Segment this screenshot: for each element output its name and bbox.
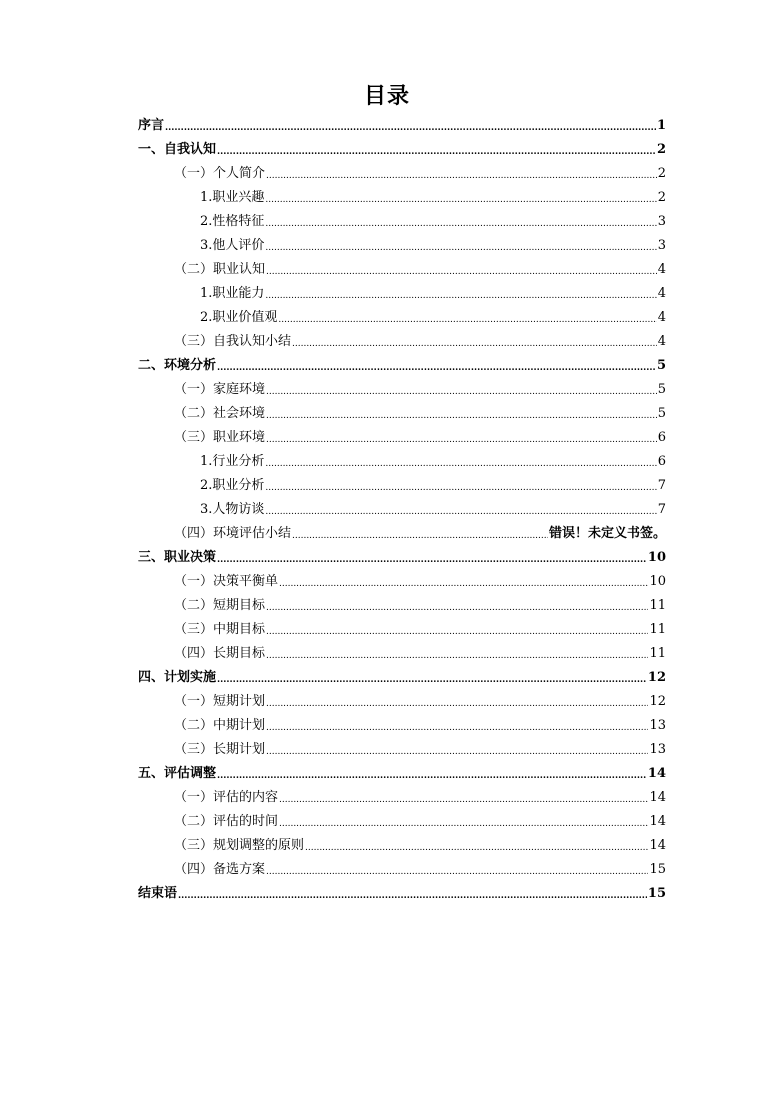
toc-entry[interactable] xyxy=(138,378,666,402)
toc-entry-label: （三）规划调整的原则 xyxy=(174,838,305,853)
toc-page-number: 13 xyxy=(649,718,666,733)
toc-page-number: 5 xyxy=(656,358,666,373)
toc-page-number: 6 xyxy=(657,454,666,469)
toc-entry[interactable] xyxy=(138,234,666,258)
toc-entry[interactable] xyxy=(138,882,666,906)
toc-entry[interactable] xyxy=(138,546,666,570)
dot-leader xyxy=(305,834,648,858)
toc-entry[interactable] xyxy=(138,786,666,810)
toc-entry-label: 序言 xyxy=(138,118,165,133)
toc-page-number: 12 xyxy=(647,670,666,685)
dot-leader xyxy=(178,882,647,906)
dot-leader xyxy=(217,354,656,378)
toc-entry-label: （四）环境评估小结 xyxy=(174,526,292,541)
toc-entry[interactable] xyxy=(138,858,666,882)
toc-page-number: 5 xyxy=(657,406,666,421)
toc-error-message: 错误！未定义书签。 xyxy=(548,526,666,541)
toc-page-number: 7 xyxy=(657,478,666,493)
toc-entry[interactable] xyxy=(138,258,666,282)
dot-leader xyxy=(165,114,656,138)
dot-leader xyxy=(266,402,657,426)
toc-page-number: 3 xyxy=(657,214,666,229)
dot-leader xyxy=(265,282,656,306)
dot-leader xyxy=(292,522,548,546)
toc-entry-label: （三）长期计划 xyxy=(174,742,266,757)
toc-entry-label: （二）职业认知 xyxy=(174,262,266,277)
dot-leader xyxy=(266,426,657,450)
toc-entry[interactable] xyxy=(138,714,666,738)
toc-entry-label: （二）社会环境 xyxy=(174,406,266,421)
toc-entry[interactable] xyxy=(138,570,666,594)
toc-page-number: 14 xyxy=(647,766,666,781)
toc-page-number: 12 xyxy=(649,694,666,709)
toc-entry-label: （四）备选方案 xyxy=(174,862,266,877)
dot-leader xyxy=(217,762,647,786)
toc-page-number: 11 xyxy=(649,646,666,661)
toc-entry-label: 2.性格特征 xyxy=(200,214,265,229)
toc-entry-label: （一）短期计划 xyxy=(174,694,266,709)
toc-page-number: 6 xyxy=(657,430,666,445)
dot-leader xyxy=(265,498,656,522)
toc-page-number: 3 xyxy=(657,238,666,253)
toc-entry-label: 1.职业能力 xyxy=(200,286,265,301)
toc-entry-label: 3.人物访谈 xyxy=(200,502,265,517)
toc-entry-label: 2.职业分析 xyxy=(200,478,265,493)
toc-entry-label: （三）中期目标 xyxy=(174,622,266,637)
toc-page-number: 4 xyxy=(657,262,666,277)
toc-entry[interactable] xyxy=(138,210,666,234)
toc-entry-label: 结束语 xyxy=(138,886,178,901)
toc-page-number: 4 xyxy=(657,310,666,325)
toc-entry-label: （三）自我认知小结 xyxy=(174,334,292,349)
table-of-contents xyxy=(138,114,666,906)
toc-entry[interactable] xyxy=(138,426,666,450)
toc-entry-label: 1.行业分析 xyxy=(200,454,265,469)
dot-leader xyxy=(266,618,648,642)
toc-entry[interactable] xyxy=(138,450,666,474)
dot-leader xyxy=(265,210,656,234)
toc-entry[interactable] xyxy=(138,138,666,162)
toc-entry[interactable] xyxy=(138,114,666,138)
toc-entry-label: （二）短期目标 xyxy=(174,598,266,613)
toc-entry-label: （二）评估的时间 xyxy=(174,814,279,829)
toc-page-number: 15 xyxy=(649,862,666,877)
toc-entry[interactable] xyxy=(138,810,666,834)
toc-entry-label: 1.职业兴趣 xyxy=(200,190,265,205)
toc-page-number: 7 xyxy=(657,502,666,517)
toc-page-number: 11 xyxy=(649,598,666,613)
toc-entry[interactable] xyxy=(138,762,666,786)
dot-leader xyxy=(266,594,648,618)
dot-leader xyxy=(279,786,648,810)
toc-page-number: 2 xyxy=(657,190,666,205)
toc-entry-label: （一）家庭环境 xyxy=(174,382,266,397)
toc-entry[interactable] xyxy=(138,690,666,714)
toc-entry-label: 四、计划实施 xyxy=(138,670,217,685)
dot-leader xyxy=(266,642,648,666)
toc-entry[interactable] xyxy=(138,186,666,210)
dot-leader xyxy=(266,258,657,282)
toc-page-number: 4 xyxy=(657,334,666,349)
toc-entry-label: （四）长期目标 xyxy=(174,646,266,661)
toc-entry-label: 3.他人评价 xyxy=(200,238,265,253)
toc-page-number: 10 xyxy=(649,574,666,589)
toc-entry[interactable] xyxy=(138,594,666,618)
toc-page-number: 2 xyxy=(657,166,666,181)
toc-entry-label: 五、评估调整 xyxy=(138,766,217,781)
dot-leader xyxy=(292,330,657,354)
toc-entry-label: 一、自我认知 xyxy=(138,142,217,157)
toc-entry-label: 三、职业决策 xyxy=(138,550,217,565)
dot-leader xyxy=(266,378,657,402)
toc-entry[interactable] xyxy=(138,306,666,330)
toc-entry-label: 2.职业价值观 xyxy=(200,310,278,325)
toc-entry-label: 二、环境分析 xyxy=(138,358,217,373)
dot-leader xyxy=(279,810,648,834)
dot-leader xyxy=(265,186,656,210)
toc-entry[interactable] xyxy=(138,162,666,186)
dot-leader xyxy=(265,234,656,258)
toc-page-number: 14 xyxy=(649,838,666,853)
toc-page-number: 15 xyxy=(647,886,666,901)
toc-page-number: 5 xyxy=(657,382,666,397)
dot-leader xyxy=(217,666,647,690)
dot-leader xyxy=(217,546,647,570)
dot-leader xyxy=(217,138,656,162)
toc-page-number: 10 xyxy=(647,550,666,565)
dot-leader xyxy=(278,306,656,330)
toc-entry[interactable] xyxy=(138,474,666,498)
toc-entry[interactable] xyxy=(138,618,666,642)
toc-page-number: 14 xyxy=(649,814,666,829)
dot-leader xyxy=(266,162,657,186)
toc-page-number: 1 xyxy=(656,118,666,133)
toc-entry[interactable] xyxy=(138,666,666,690)
toc-entry-label: （二）中期计划 xyxy=(174,718,266,733)
toc-entry-label: （三）职业环境 xyxy=(174,430,266,445)
dot-leader xyxy=(265,474,656,498)
toc-entry[interactable] xyxy=(138,282,666,306)
dot-leader xyxy=(266,738,648,762)
toc-entry-label: （一）评估的内容 xyxy=(174,790,279,805)
toc-page-number: 4 xyxy=(657,286,666,301)
page-title: 目录 xyxy=(363,83,410,109)
toc-page-number: 2 xyxy=(656,142,666,157)
toc-entry[interactable] xyxy=(138,738,666,762)
toc-entry[interactable] xyxy=(138,330,666,354)
dot-leader xyxy=(279,570,648,594)
toc-entry[interactable] xyxy=(138,834,666,858)
dot-leader xyxy=(266,690,648,714)
toc-page-number: 11 xyxy=(649,622,666,637)
toc-entry[interactable] xyxy=(138,642,666,666)
toc-entry[interactable] xyxy=(138,354,666,378)
toc-entry[interactable] xyxy=(138,522,666,546)
toc-entry[interactable] xyxy=(138,498,666,522)
toc-entry-label: （一）个人简介 xyxy=(174,166,266,181)
dot-leader xyxy=(266,858,648,882)
toc-page-number: 13 xyxy=(649,742,666,757)
toc-page-number: 14 xyxy=(649,790,666,805)
dot-leader xyxy=(265,450,656,474)
dot-leader xyxy=(266,714,648,738)
toc-entry[interactable] xyxy=(138,402,666,426)
toc-entry-label: （一）决策平衡单 xyxy=(174,574,279,589)
